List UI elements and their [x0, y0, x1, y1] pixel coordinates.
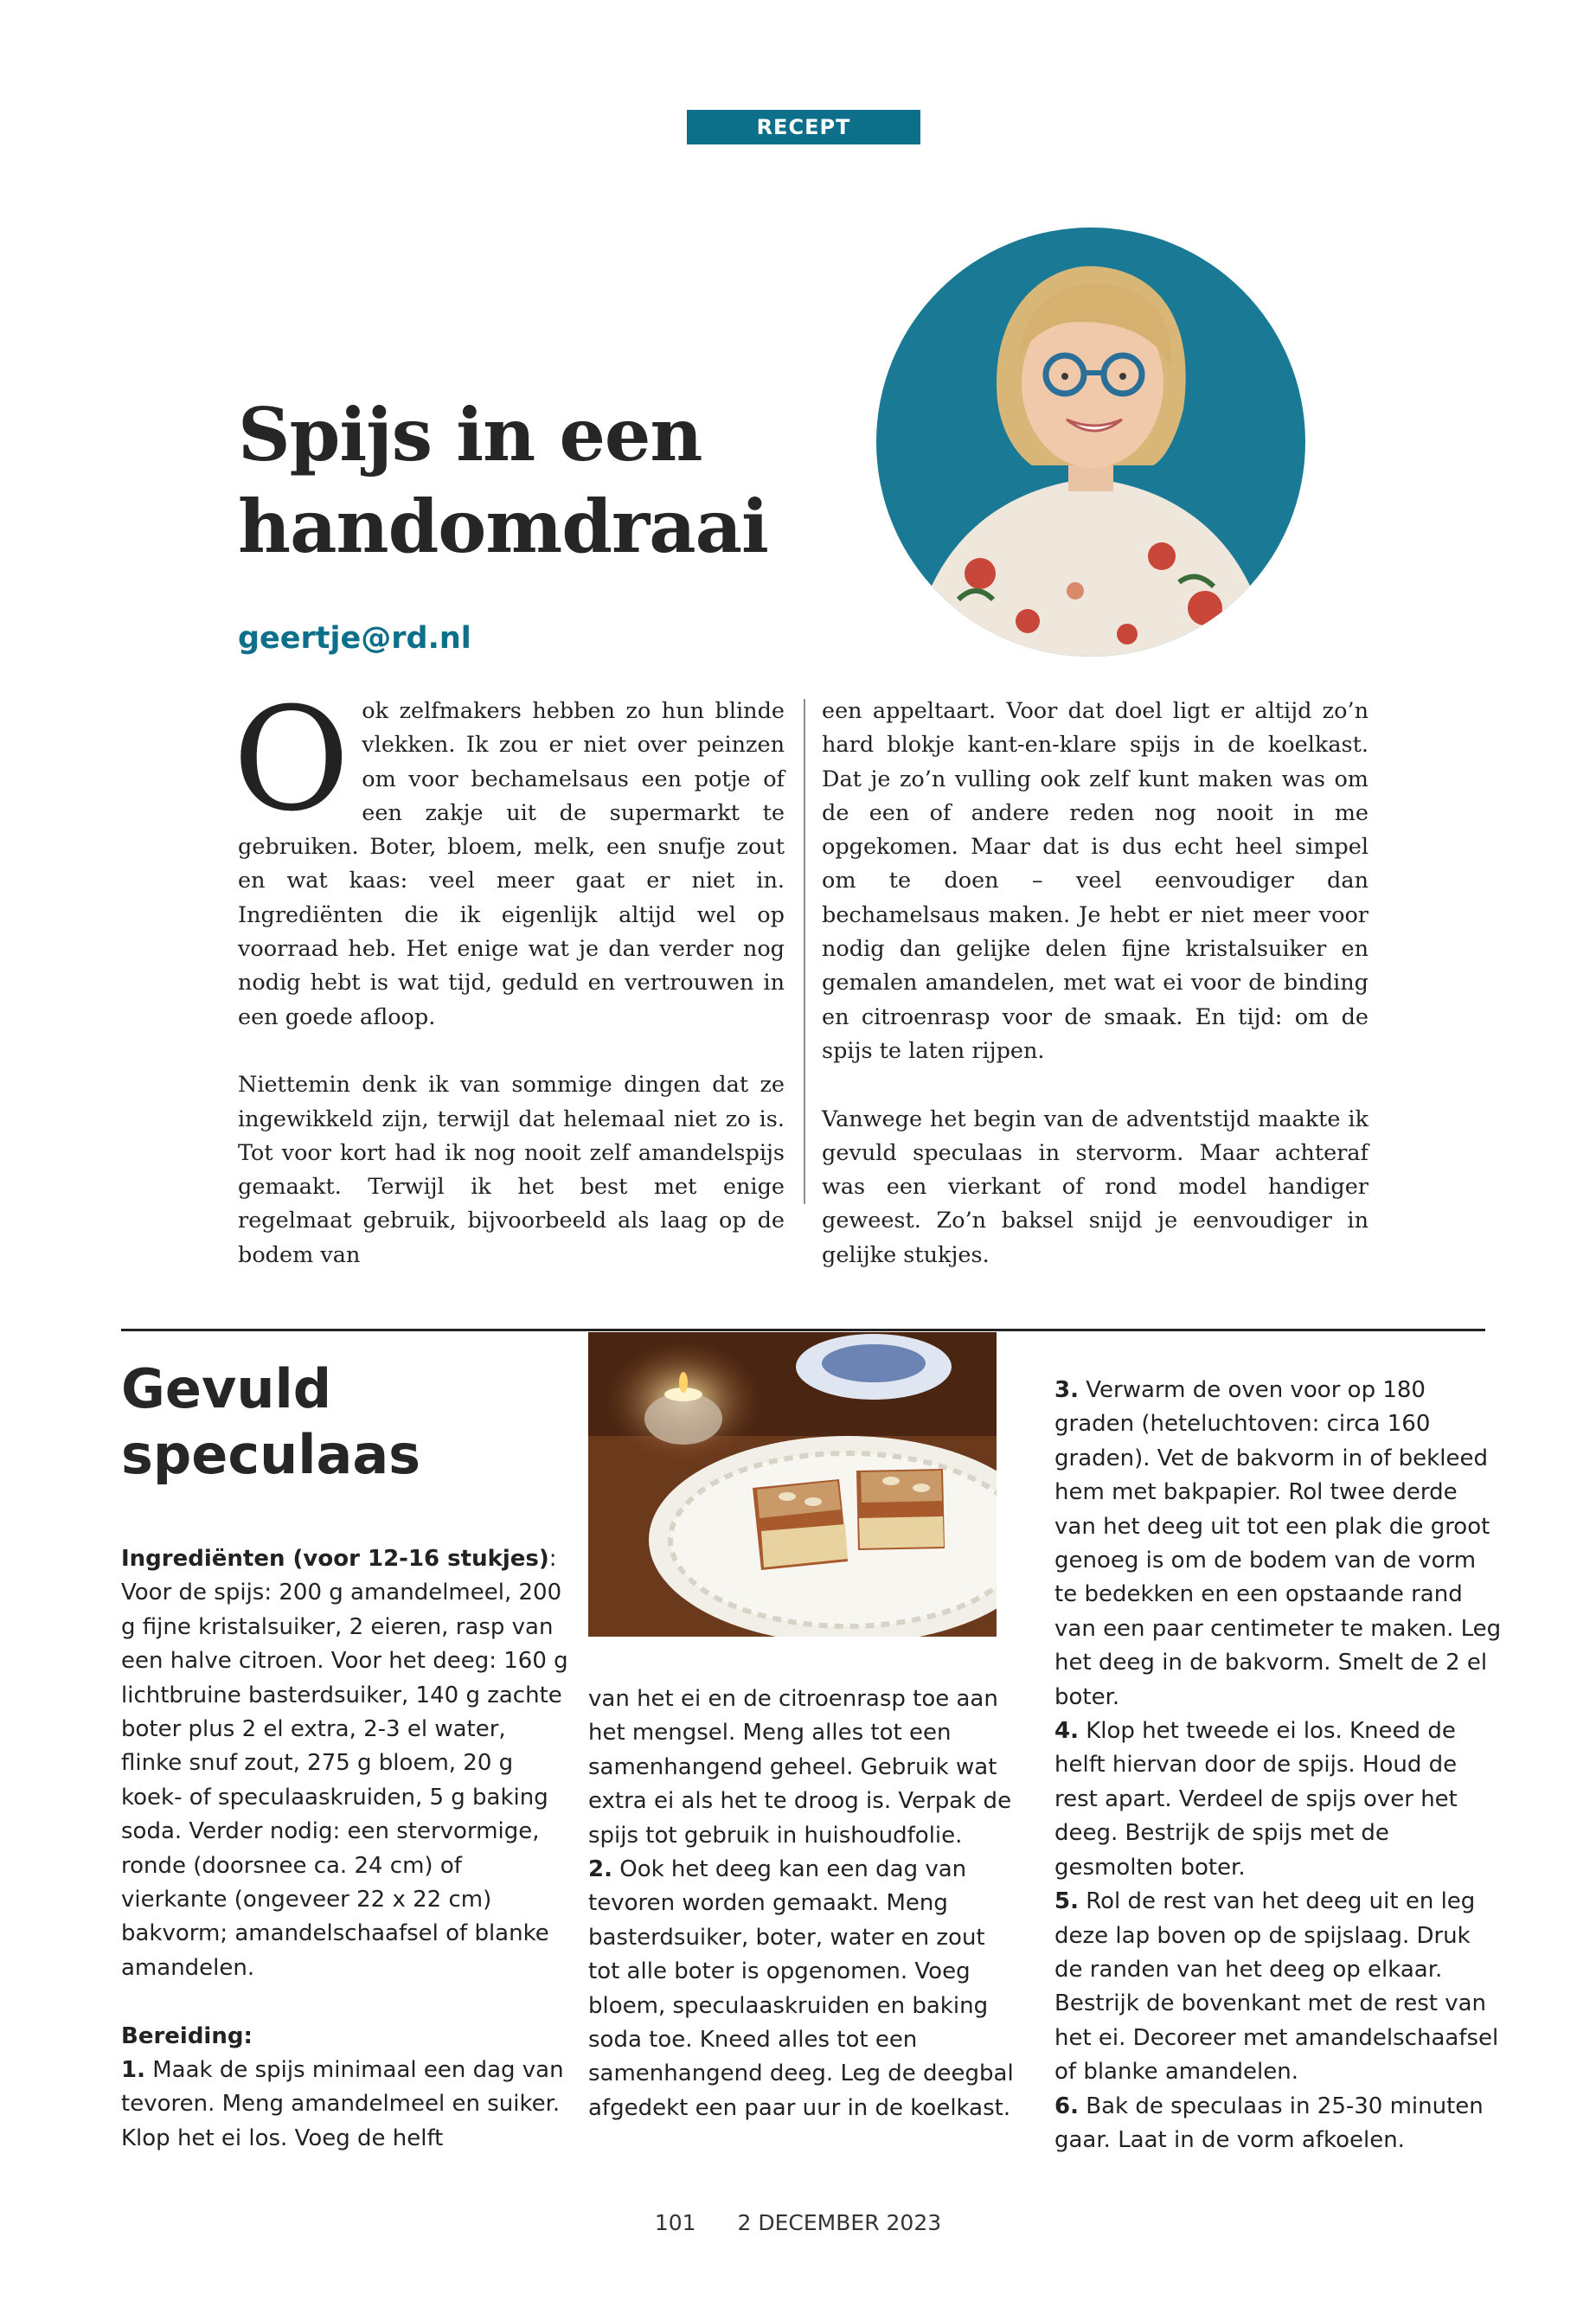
- recipe-title-line2: speculaas: [121, 1423, 421, 1486]
- article-title-line1: Spijs in een: [238, 392, 702, 478]
- speculaas-photo: [588, 1332, 997, 1637]
- article-title: [238, 389, 843, 573]
- step-2-text: Ook het deeg kan een dag van tevoren worden gemaakt. Meng basterdsuiker, boter, water en zout tot alle boter is opgenomen. Voeg bloem, speculaaskruiden en baking soda toe. Kneed alles tot een samenhangend deeg. Leg de deegbal afgedekt een paar uur in de koelkast.: [588, 1856, 1014, 2121]
- column-divider: [804, 699, 805, 1204]
- step-1-number: 1.: [121, 2057, 145, 2084]
- article-col2-p1: een appeltaart. Voor dat doel ligt er altijd zo’n hard blokje kant-en-klare spijs in de koelkast. Dat je zo’n vulling ook zelf kunt maken was om de een of andere reden nog nooit in me opgekomen. Maar dat is dus echt heel simpel om te doen – veel eenvoudiger dan bechamelsaus maken. Je hebt er niet meer voor nodig dan gelijke delen fijne kristalsuiker en gemalen amandelen, met wat ei voor de binding en citroenrasp voor de smaak. En tijd: om de spijs te laten rijpen.: [822, 698, 1368, 1064]
- page-footer: [0, 2210, 1596, 2235]
- step-2-number: 2.: [588, 1856, 612, 1883]
- article-title-line2: handomdraai: [238, 484, 768, 569]
- article-col2-p2: Vanwege het begin van de adventstijd maakte ik gevuld speculaas in stervorm. Maar achteraf was een vierkant of rond model handiger geweest. Zo’n baksel snijd je eenvoudiger in gelijke stukjes.: [822, 1106, 1368, 1268]
- recipe-title-line1: Gevuld: [121, 1357, 332, 1420]
- step-5: [1054, 1885, 1504, 2089]
- article-paragraph: [233, 676, 785, 1035]
- recipe-title: [121, 1356, 554, 1488]
- step-6-number: 6.: [1054, 2093, 1079, 2119]
- method-heading: Bereiding:: [121, 2022, 253, 2049]
- step-1-continued: van het ei en de citroenrasp toe aan het mengsel. Meng alles tot een samenhangend geheel. Gebruik wat extra ei als het te droog is. Verpak de spijs tot gebruik in huishoudfolie.: [588, 1686, 1012, 1849]
- step-3: [1054, 1374, 1504, 1715]
- article-col1-p2: Niettemin denk ik van sommige dingen dat ze ingewikkeld zijn, terwijl dat helemaal niet zo is. Tot voor kort had ik nog nooit zelf amandelspijs gemaakt. Terwijl ik het best met enige regelmaat gebruik, bijvoorbeeld als laag op de bodem van: [238, 1072, 785, 1268]
- article-column-1: [233, 676, 785, 1272]
- section-label: RECEPT: [687, 110, 920, 144]
- issue-date: 2 DECEMBER 2023: [737, 2210, 942, 2235]
- step-4-number: 4.: [1054, 1718, 1079, 1745]
- step-4-text: Klop het tweede ei los. Kneed de helft hiervan door de spijs. Houd de rest apart. Verdeel de spijs over het deeg. Bestrijk de spijs met de gesmolten boter.: [1054, 1718, 1458, 1881]
- author-email[interactable]: geertje@rd.nl: [238, 621, 471, 656]
- step-4: [1054, 1715, 1504, 1885]
- step-1-text: Maak de spijs minimaal een dag van tevoren. Meng amandelmeel en suiker. Klop het ei los. Voeg de helft: [121, 2057, 564, 2151]
- recipe-column-2: [588, 1682, 1021, 2125]
- ingredients-block: [121, 1542, 571, 1985]
- step-5-text: Rol de rest van het deeg uit en leg deze lap boven op de spijslaag. Druk de randen van het deeg op elkaar. Bestrijk de bovenkant met de rest van het ei. Decoreer met amandelschaafsel of blanke amandelen.: [1054, 1888, 1499, 2086]
- step-3-number: 3.: [1054, 1377, 1079, 1403]
- step-6: [1054, 2090, 1504, 2158]
- step-2: [588, 1853, 1021, 2125]
- recipe-column-3: [1054, 1374, 1504, 2157]
- page-number: 101: [654, 2210, 696, 2235]
- ingredients-heading: Ingrediënten (voor 12-16 stukjes): [121, 1546, 549, 1572]
- step-6-text: Bak de speculaas in 25-30 minuten gaar. Laat in de vorm afkoelen.: [1054, 2093, 1484, 2153]
- article-col1-p1: ok zelfmakers hebben zo hun blinde vlekken. Ik zou er niet over peinzen om voor bechamelsaus een potje of een zakje uit de supermarkt te gebruiken. Boter, bloem, melk, een snufje zout en wat kaas: veel meer gaat er niet in. Ingrediënten die ik eigenlijk altijd wel op voorraad heb. Het enige wat je dan verder nog nodig hebt is wat tijd, geduld en vertrouwen in een goede afloop.: [238, 698, 785, 1030]
- author-portrait: [876, 228, 1305, 657]
- section-divider: [121, 1329, 1485, 1331]
- step-1: [121, 2054, 571, 2156]
- recipe-column-1: [121, 1542, 571, 2156]
- ingredients-text: Voor de spijs: 200 g amandelmeel, 200 g fijne kristalsuiker, 2 eieren, rasp van een halve citroen. Voor het deeg: 160 g lichtbruine basterdsuiker, 140 g zachte boter plus 2 el extra, 2-3 el water, flinke snuf zout, 275 g bloem, 20 g koek- of speculaaskruiden, 5 g baking soda. Verder nodig: een stervormige, ronde (doorsnee ca. 24 cm) of vierkante (ongeveer 22 x 22 cm) bakvorm; amandelschaafsel of blanke amandelen.: [121, 1580, 568, 1981]
- ingredients-colon: :: [548, 1546, 557, 1572]
- article-column-2: [822, 695, 1368, 1272]
- method-heading-row: [121, 2020, 571, 2054]
- step-5-number: 5.: [1054, 1888, 1079, 1915]
- step-3-text: Verwarm de oven voor op 180 graden (heteluchtoven: circa 160 graden). Vet de bakvorm in of bekleed hem met bakpapier. Rol twee derde van het deeg uit tot een plak die groot genoeg is om de bodem van de vorm te bedekken en een opstaande rand van een paar centimeter te maken. Leg het deeg in de bakvorm. Smelt de 2 el boter.: [1054, 1377, 1502, 1710]
- drop-cap: O: [233, 676, 350, 843]
